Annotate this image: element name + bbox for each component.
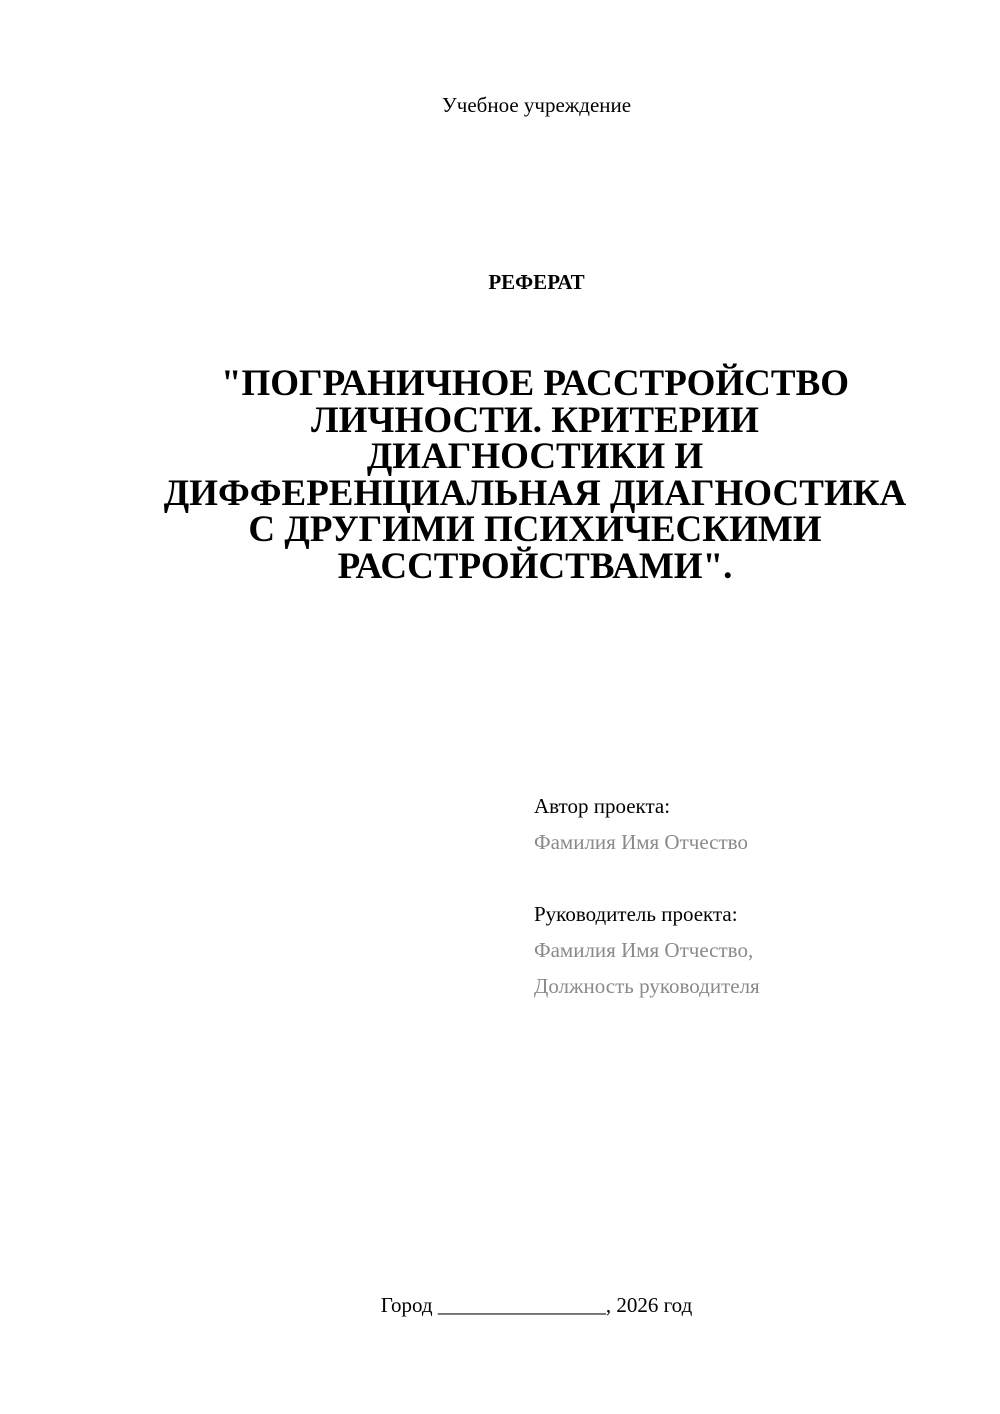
author-label: Автор проекта: xyxy=(534,794,671,818)
title-line: РАССТРОЙСТВАМИ". xyxy=(337,545,733,587)
block-spacer xyxy=(534,860,964,896)
city-year-line: Город ________________, 2026 год xyxy=(380,1293,693,1317)
document-type: РЕФЕРАТ xyxy=(488,270,585,294)
title-line: С ДРУГИМИ ПСИХИЧЕСКИМИ xyxy=(248,509,822,550)
title-line: ДИФФЕРЕНЦИАЛЬНАЯ ДИАГНОСТИКА xyxy=(163,472,907,514)
institution-name: Учебное учреждение xyxy=(441,93,632,117)
supervisor-name-placeholder: Фамилия Имя Отчество, xyxy=(534,938,754,962)
supervisor-label: Руководитель проекта: xyxy=(534,902,738,926)
supervisor-position-placeholder: Должность руководителя xyxy=(534,974,760,998)
authorship-block xyxy=(534,788,964,1004)
author-name-placeholder: Фамилия Имя Отчество xyxy=(534,830,748,854)
title-line: ДИАГНОСТИКИ И xyxy=(366,436,704,477)
title-line: ЛИЧНОСТИ. КРИТЕРИИ xyxy=(311,399,759,441)
document-title xyxy=(135,363,935,587)
title-line: "ПОГРАНИЧНОЕ РАССТРОЙСТВО xyxy=(220,363,850,404)
